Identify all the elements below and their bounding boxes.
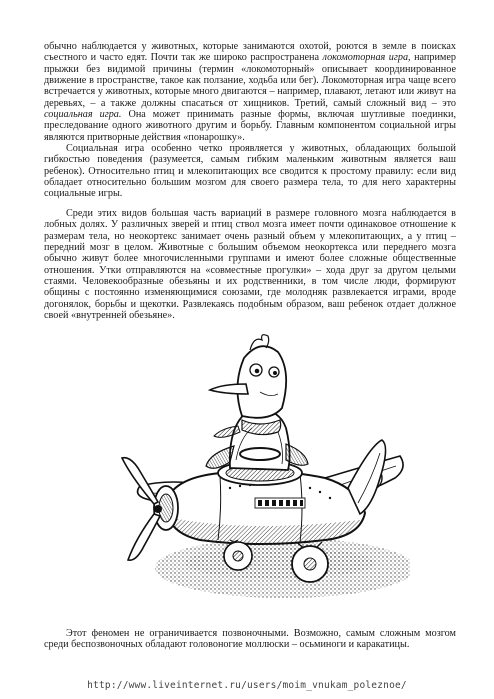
text-run: Среди этих видов большая часть вариаций в размере головного мозга наблюдается в лобных долях. У различных зверей и птиц ствол мозга имеет почти одинаковое отношение к размерам тела, но неокортекс занимает очень разный объем у млекопитающих, а у птиц – передний мозг в целом. Животные с большим объемом неокортекса или переднего мозга обычно живут более многочисленными группами и имеют более сложные общественные отношения. Утки отправляются на «совместные прогулки» – хода друг за другом целыми стаями. Человекообразные обезьяны и их родственники, в том числе люди, формируют общины с постоянно изменяющимися союзами, где молодняк развлекается играми, вроде догонялок, борьбы и щекотки. Развлекаясь подобным образом, ваш ребенок отдает должное своей «внутренней обезьяне». bbox=[44, 207, 456, 321]
text-run: например прыжки без видимой причины (термин «локомоторный» описывает координированное движение в пространстве, такое как ползание, ходьба или бег). Локомоторная игра чаще всего встречается у животных, которые много двигаются – например, плавают, летают или живут на деревьях, – а также должны спасаться от хищников. Третий, самый сложный вид – это bbox=[44, 52, 456, 109]
bottom-text-block bbox=[44, 628, 456, 651]
bird-wing bbox=[286, 444, 308, 465]
bird-beak bbox=[210, 384, 248, 394]
propeller-blade bbox=[128, 514, 160, 560]
text-run: Этот феномен не ограничивается позвоночными. Возможно, самым сложным мозгом среди беспозвоночных обладают головоногие моллюски – осьминоги и каракатицы. bbox=[44, 628, 456, 651]
italic-term: локомоторная игра, bbox=[322, 52, 411, 64]
top-text-block bbox=[44, 41, 456, 321]
paragraph bbox=[44, 208, 456, 321]
source-url-watermark[interactable]: http://www.liveinternet.ru/users/moim_vnukam_poleznoe/ bbox=[87, 680, 407, 691]
text-run: обычно наблюдается у животных, которые занимаются охотой, роются в земле в поисках съестного и часто едят. Почти так же широко распространена bbox=[44, 41, 456, 64]
propeller-blade bbox=[122, 458, 158, 504]
paragraph bbox=[44, 41, 456, 143]
paragraph bbox=[44, 628, 456, 651]
bird-airplane-drawing-icon bbox=[110, 328, 410, 620]
italic-term: социальная игра. bbox=[44, 109, 122, 121]
bird-head bbox=[237, 346, 286, 418]
text-run: Она может принимать разные формы, включая шутливые поединки, преследование одного животного другим и борьбу. Главным компонентом социальной игры являются притворные действия «понарошку». bbox=[44, 109, 456, 143]
text-run: Социальная игра особенно четко проявляется у животных, обладающих большой гибкостью поведения (разумеется, самым гибким маленьким животным является ваш ребенок). Относительно птиц и млекопитающих все сводится к простому правилу: если вид обладает относительно большим мозгом для своего размера тела, то для него характерны социальные игры. bbox=[44, 143, 456, 200]
paragraph bbox=[44, 143, 456, 200]
